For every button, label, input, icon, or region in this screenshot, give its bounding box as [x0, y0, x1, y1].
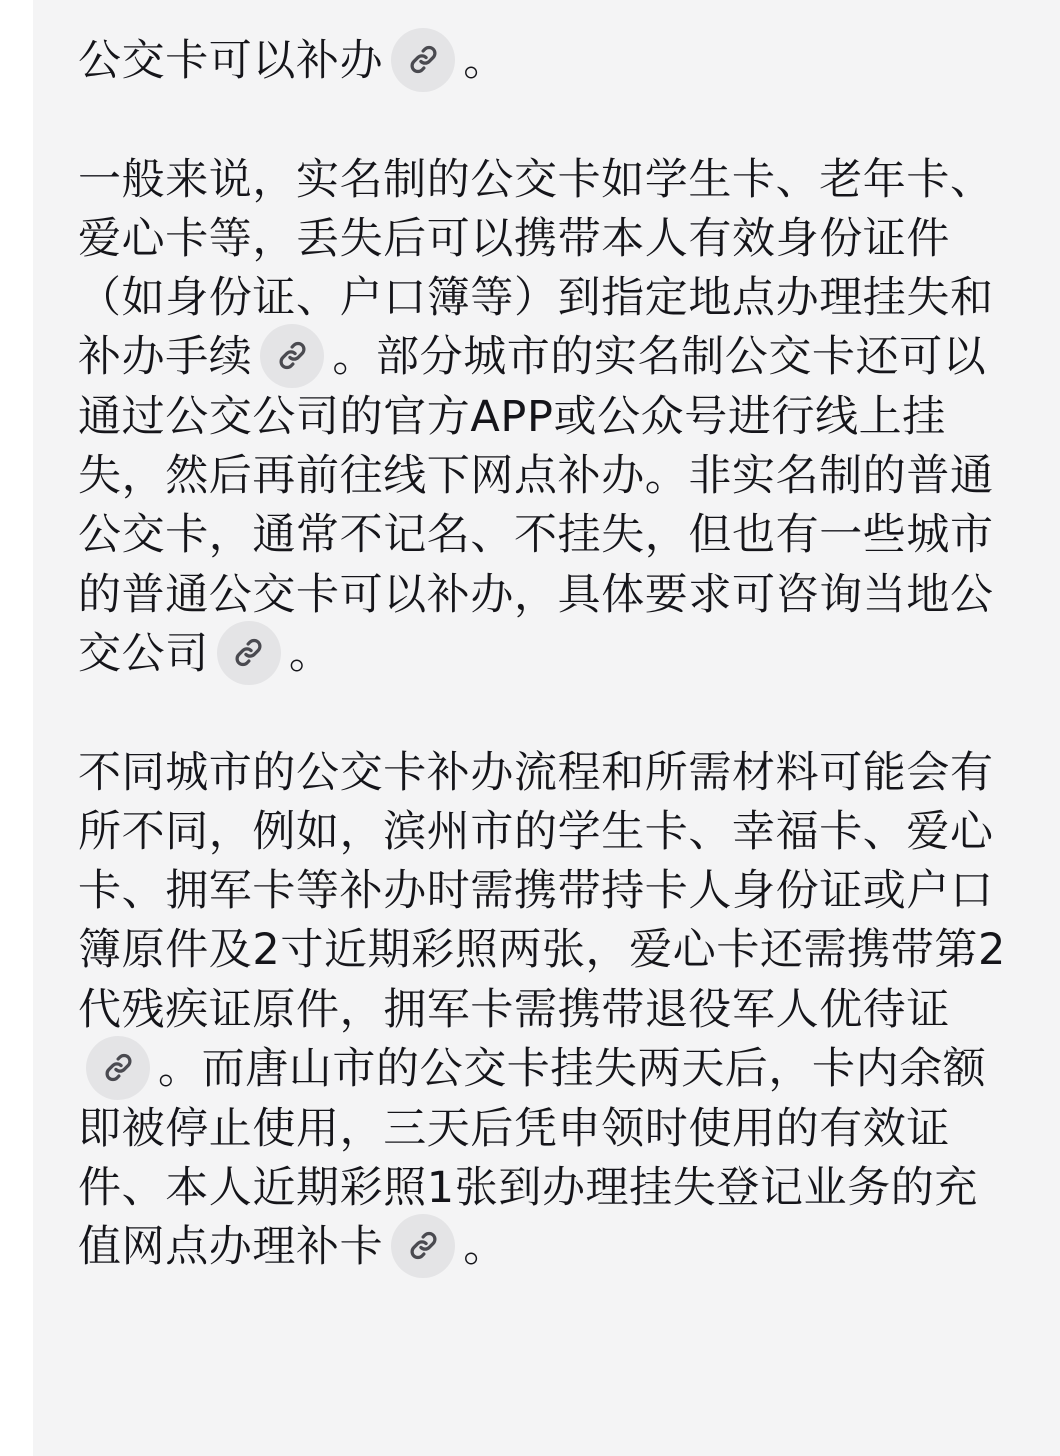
source-link-button[interactable]	[391, 28, 455, 92]
link-icon	[408, 44, 439, 75]
answer-paragraph	[78, 151, 1008, 685]
link-icon	[408, 1230, 439, 1261]
sentence-end: 。	[288, 629, 333, 680]
link-icon	[103, 1052, 134, 1083]
answer-text-segment: 。部分城市的实名制公交卡还可以通过公交公司的官方APP或公众号进行线上挂失，然后再前往线下网点补办。非实名制的普通公交卡，通常不记名、不挂失，但也有一些城市的普通公交卡可以补办，具体要求可咨询当地公交公司	[78, 332, 994, 680]
answer-paragraph	[78, 32, 1008, 92]
answer-text-segment: 。而唐山市的公交卡挂失两天后，卡内余额即被停止使用，三天后凭申领时使用的有效证件、本人近期彩照1张到办理挂失登记业务的充值网点办理补卡	[78, 1044, 987, 1273]
chat-response-panel	[33, 0, 1060, 1456]
answer-text	[78, 32, 1008, 1278]
link-icon	[233, 637, 264, 668]
answer-paragraph	[78, 744, 1008, 1278]
answer-text-segment: 一般来说，实名制的公交卡如学生卡、老年卡、爱心卡等，丢失后可以携带本人有效身份证件（如身份证、户口簿等）到指定地点办理挂失和补办手续	[78, 154, 994, 383]
source-link-button[interactable]	[217, 621, 281, 685]
sentence-end: 。	[463, 36, 507, 86]
source-link-button[interactable]	[260, 324, 324, 388]
link-icon	[277, 340, 308, 371]
answer-text-segment: 公交卡可以补办	[78, 36, 384, 86]
source-link-button[interactable]	[86, 1036, 150, 1100]
answer-text-segment: 不同城市的公交卡补办流程和所需材料可能会有所不同，例如，滨州市的学生卡、幸福卡、爱心卡、拥军卡等补办时需携带持卡人身份证或户口簿原件及2寸近期彩照两张，爱心卡还需携带第2代残疾证原件，拥军卡需携带退役军人优待证	[78, 747, 1006, 1035]
source-link-button[interactable]	[391, 1214, 455, 1278]
left-margin-strip	[0, 0, 33, 1456]
sentence-end: 。	[463, 1222, 507, 1273]
